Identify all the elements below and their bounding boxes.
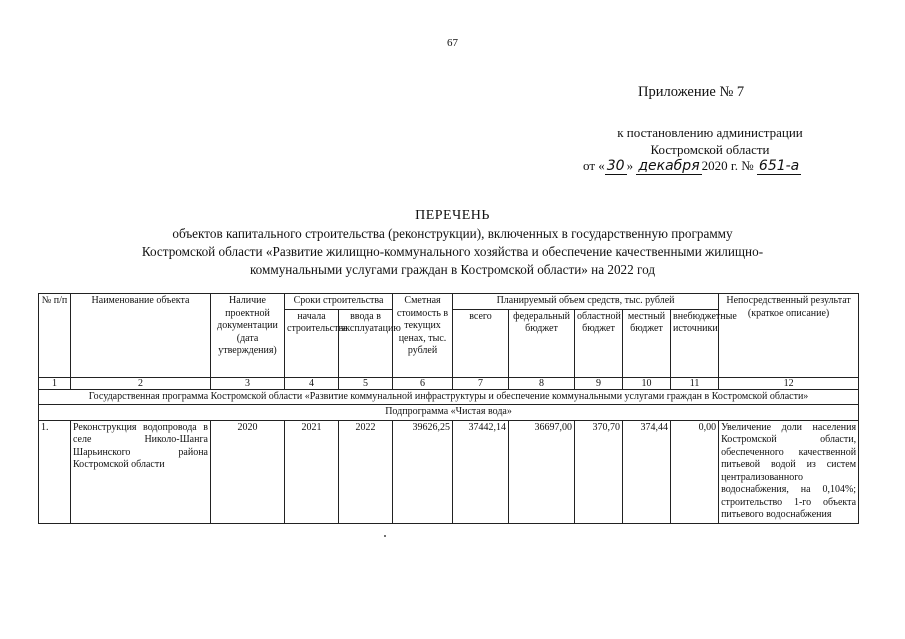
col-number: 3 — [211, 377, 285, 389]
decree-date — [583, 158, 801, 174]
objects-table — [38, 293, 859, 524]
header-name: Наименование объекта — [71, 294, 211, 378]
col-number: 8 — [509, 377, 575, 389]
header-total: всего — [453, 309, 509, 377]
decree-day: 30 — [606, 158, 625, 174]
document-title: ПЕРЕЧЕНЬ — [415, 208, 490, 223]
row-start: 2021 — [285, 420, 339, 523]
program-title: Государственная программа Костромской области «Развитие коммунальной инфраструктуры и обеспечение коммунальными услугами граждан в Костромской области» — [39, 389, 859, 405]
program-row — [39, 389, 859, 405]
col-number: 10 — [623, 377, 671, 389]
col-number: 4 — [285, 377, 339, 389]
row-result: Увеличение доли населения Костромской области, обеспеченного качественной питьевой водой из систем централизованного водоснабжения, на 0,104%; строительство 1-го объекта питьевого водоснабжения — [719, 420, 859, 523]
subprogram-title: Подпрограмма «Чистая вода» — [39, 405, 859, 421]
col-number: 11 — [671, 377, 719, 389]
col-number: 1 — [39, 377, 71, 389]
decree-number: 651-а — [758, 158, 800, 174]
row-docs: 2020 — [211, 420, 285, 523]
header-offbudget: внебюджетные источники — [671, 309, 719, 377]
decree-reference — [560, 124, 860, 158]
row-commission: 2022 — [339, 420, 393, 523]
header-result: Непосредственный результат (краткое описание) — [719, 294, 859, 378]
row-name: Реконструкция водопровода в селе Николо-Шанга Шарьинского района Костромской области — [71, 420, 211, 523]
decree-day-suffix: » — [626, 158, 634, 173]
row-total: 37442,14 — [453, 420, 509, 523]
header-num: № п/п — [39, 294, 71, 378]
header-start: начала строительства — [285, 309, 339, 377]
decree-line-1: к постановлению администрации — [617, 125, 803, 140]
page-number: 67 — [447, 37, 458, 49]
header-docs: Наличие проектной документации (дата утверждения) — [211, 294, 285, 378]
subtitle-line-3: коммунальными услугами граждан в Костромской области» на 2022 год — [249, 262, 656, 277]
row-federal: 36697,00 — [509, 420, 575, 523]
column-number-row — [39, 377, 859, 389]
subprogram-row — [39, 405, 859, 421]
header-planned: Планируемый объем средств, тыс. рублей — [453, 294, 719, 310]
document-subtitle — [80, 225, 825, 279]
header-cost: Сметная стоимость в текущих ценах, тыс. рублей — [393, 294, 453, 378]
col-number: 12 — [719, 377, 859, 389]
header-row-1 — [39, 294, 859, 310]
row-local: 374,44 — [623, 420, 671, 523]
row-offbudget: 0,00 — [671, 420, 719, 523]
col-number: 9 — [575, 377, 623, 389]
header-terms: Сроки строительства — [285, 294, 393, 310]
header-regional: областной бюджет — [575, 309, 623, 377]
row-num: 1. — [39, 420, 71, 523]
col-number: 6 — [393, 377, 453, 389]
subtitle-line-1: объектов капитального строительства (реконструкции), включенных в государственную программу — [172, 226, 733, 241]
decree-date-prefix: от « — [583, 158, 605, 173]
col-number: 5 — [339, 377, 393, 389]
decree-year: 2020 г. № — [701, 158, 754, 173]
row-regional: 370,70 — [575, 420, 623, 523]
table-row — [39, 420, 859, 523]
appendix-label: Приложение № 7 — [638, 84, 745, 100]
decree-month: декабря — [638, 158, 700, 174]
col-number: 7 — [453, 377, 509, 389]
row-cost: 39626,25 — [393, 420, 453, 523]
header-local: местный бюджет — [623, 309, 671, 377]
header-commission: ввода в эксплуатацию — [339, 309, 393, 377]
stray-mark — [384, 535, 386, 537]
col-number: 2 — [71, 377, 211, 389]
decree-line-2: Костромской области — [650, 142, 770, 157]
subtitle-line-2: Костромской области «Развитие жилищно-коммунального хозяйства и обеспечение качественными жилищно- — [141, 244, 764, 259]
header-federal: федеральный бюджет — [509, 309, 575, 377]
